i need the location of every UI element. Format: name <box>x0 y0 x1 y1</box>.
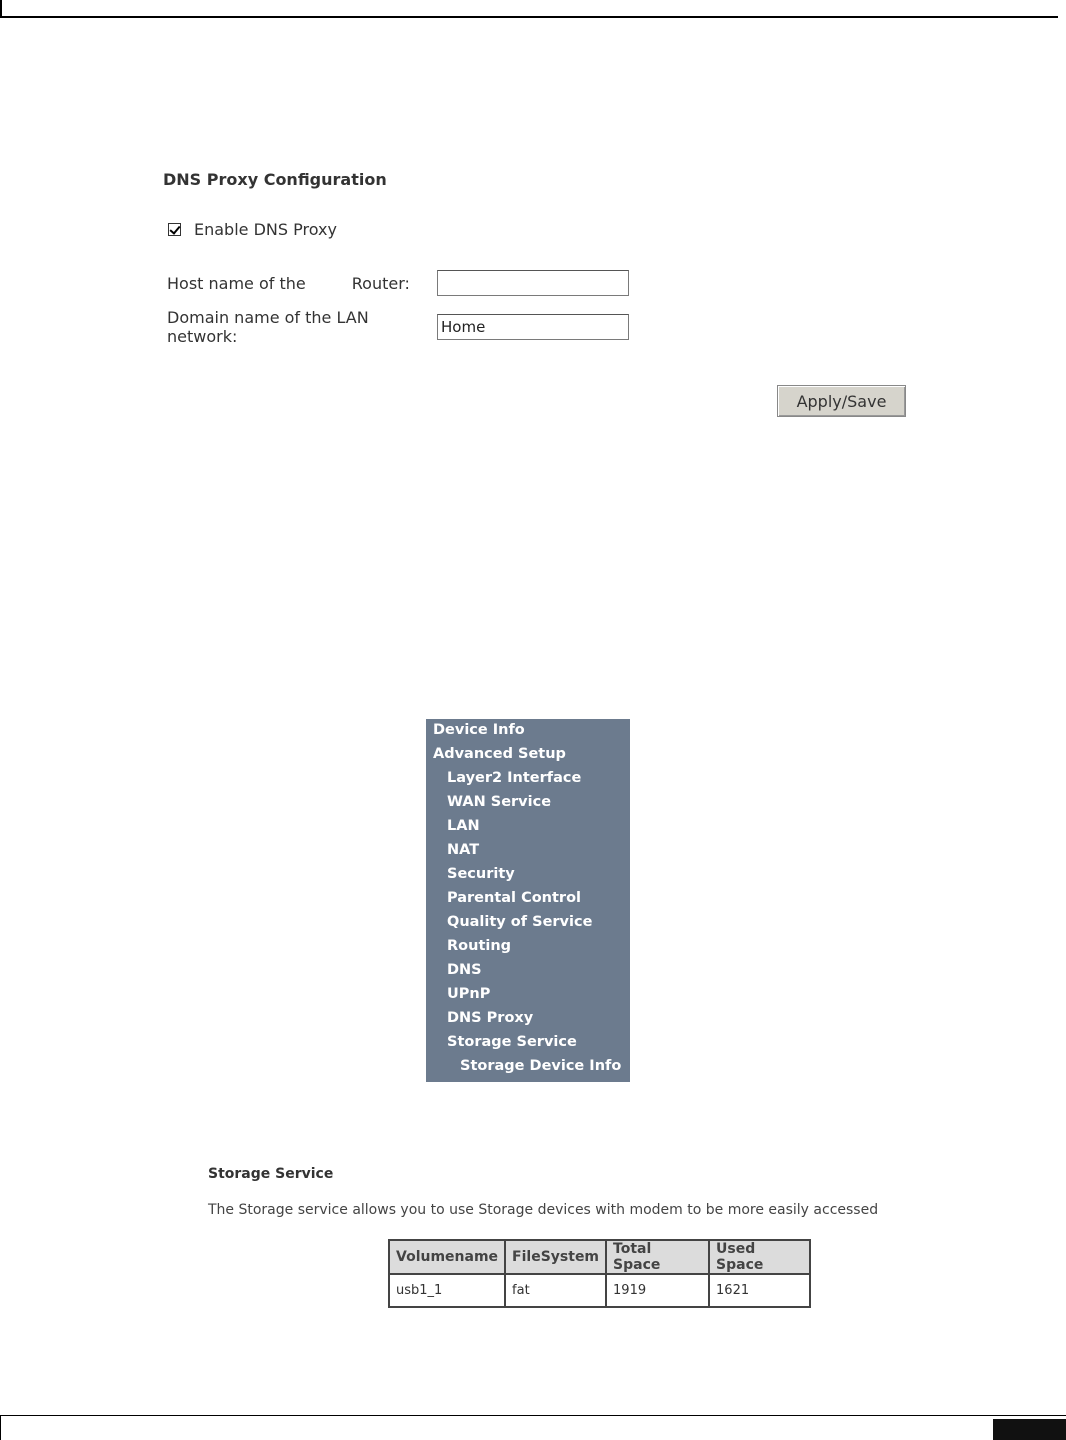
nav-item-quality-of-service[interactable]: Quality of Service <box>447 914 593 930</box>
nav-item-routing[interactable]: Routing <box>447 938 512 954</box>
storage-service-description: The Storage service allows you to use Storage devices with modem to be more easily accessed <box>208 1202 879 1218</box>
domain-name-row <box>167 308 629 346</box>
apply-save-button[interactable]: Apply/Save <box>777 385 906 417</box>
domain-name-label: Domain name of the LAN network: <box>167 308 369 346</box>
host-name-row <box>167 270 629 296</box>
total-space-cell: 1919 <box>606 1274 709 1307</box>
domain-name-input[interactable] <box>437 314 629 340</box>
nav-item-lan[interactable]: LAN <box>447 818 480 834</box>
column-header: Volumename <box>389 1240 505 1274</box>
filesystem-cell: fat <box>505 1274 606 1307</box>
nav-item-dns-proxy[interactable]: DNS Proxy <box>447 1010 534 1026</box>
storage-service-title: Storage Service <box>208 1166 334 1182</box>
top-page-rule <box>0 0 1058 18</box>
nav-item-dns[interactable]: DNS <box>447 962 482 978</box>
host-name-label <box>167 274 437 293</box>
nav-item-parental-control[interactable]: Parental Control <box>447 890 582 906</box>
table-row <box>389 1274 810 1307</box>
column-header: Total Space <box>606 1240 709 1274</box>
page-title: DNS Proxy Configuration <box>163 170 387 189</box>
used-space-cell: 1621 <box>709 1274 810 1307</box>
nav-item-storage-device-info[interactable]: Storage Device Info <box>460 1058 622 1074</box>
storage-table <box>388 1239 811 1308</box>
enable-dns-proxy-label: Enable DNS Proxy <box>194 220 337 239</box>
nav-item-upnp[interactable]: UPnP <box>447 986 491 1002</box>
table-header-row <box>389 1240 810 1274</box>
nav-item-layer2-interface[interactable]: Layer2 Interface <box>447 770 582 786</box>
host-name-input[interactable] <box>437 270 629 296</box>
advanced-setup-menu <box>426 719 630 1082</box>
nav-item-advanced-setup[interactable]: Advanced Setup <box>433 746 566 762</box>
bottom-page-rule <box>0 1415 1066 1440</box>
column-header: Used Space <box>709 1240 810 1274</box>
column-header: FileSystem <box>505 1240 606 1274</box>
nav-item-nat[interactable]: NAT <box>447 842 480 858</box>
host-name-label-part1: Host name of the <box>167 273 306 293</box>
nav-item-storage-service[interactable]: Storage Service <box>447 1034 577 1050</box>
enable-dns-proxy-checkbox[interactable] <box>168 223 181 236</box>
nav-item-device-info[interactable]: Device Info <box>433 722 525 738</box>
volumename-cell: usb1_1 <box>389 1274 505 1307</box>
nav-item-wan-service[interactable]: WAN Service <box>447 794 552 810</box>
nav-item-security[interactable]: Security <box>447 866 515 882</box>
enable-dns-proxy-row[interactable] <box>168 220 337 239</box>
host-name-label-part2: Router: <box>351 273 410 293</box>
page-number-box <box>993 1419 1066 1440</box>
